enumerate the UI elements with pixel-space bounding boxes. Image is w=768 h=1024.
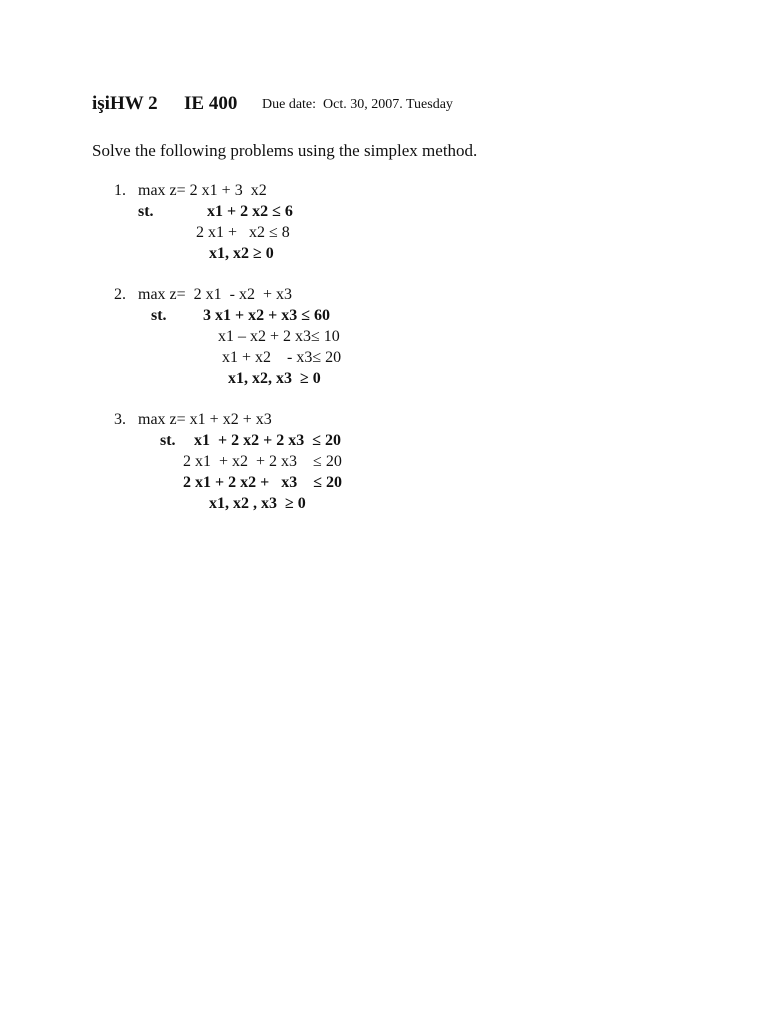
subject-to-label: st. <box>151 307 167 324</box>
objective-function: max z= 2 x1 + 3 x2 <box>138 182 267 199</box>
course-code: IE 400 <box>184 93 238 114</box>
constraint: 2 x1 + x2 + 2 x3 ≤ 20 <box>183 453 342 470</box>
homework-title: işiHW 2 <box>92 93 158 114</box>
nonnegativity-constraint: x1, x2 ≥ 0 <box>209 245 274 262</box>
problem-number: 2. <box>114 286 126 303</box>
objective-function: max z= 2 x1 - x2 + x3 <box>138 286 293 303</box>
constraint: 2 x1 + x2 ≤ 8 <box>196 224 290 241</box>
problem-number: 3. <box>114 411 126 428</box>
constraint: 2 x1 + 2 x2 + x3 ≤ 20 <box>183 474 343 491</box>
objective-function: max z= x1 + x2 + x3 <box>138 411 272 428</box>
constraint: x1 – x2 + 2 x3≤ 10 <box>218 328 340 345</box>
nonnegativity-constraint: x1, x2, x3 ≥ 0 <box>228 370 321 387</box>
subject-to-label: st. <box>160 432 176 449</box>
subject-to-label: st. <box>138 203 154 220</box>
constraint: x1 + 2 x2 + 2 x3 ≤ 20 <box>194 432 342 449</box>
due-date: Due date: Oct. 30, 2007. Tuesday <box>262 97 453 112</box>
constraint: x1 + x2 - x3≤ 20 <box>222 349 342 366</box>
instructions-text: Solve the following problems using the simplex method. <box>92 141 478 160</box>
nonnegativity-constraint: x1, x2 , x3 ≥ 0 <box>209 495 306 512</box>
problem-number: 1. <box>114 182 126 199</box>
constraint: 3 x1 + x2 + x3 ≤ 60 <box>203 307 331 324</box>
constraint: x1 + 2 x2 ≤ 6 <box>207 203 293 220</box>
